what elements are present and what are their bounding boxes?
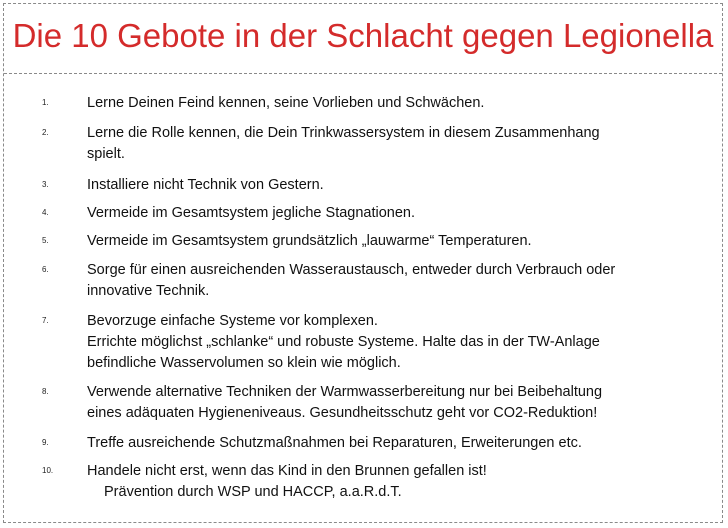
item-text-line: innovative Technik. bbox=[87, 283, 210, 299]
item-number: 1. bbox=[42, 98, 49, 107]
item-text-line: Handele nicht erst, wenn das Kind in den Brunnen gefallen ist! bbox=[87, 463, 487, 479]
item-text-line: Vermeide im Gesamtsystem grundsätzlich „lauwarme“ Temperaturen. bbox=[87, 233, 532, 249]
item-number: 4. bbox=[42, 208, 49, 217]
list-item bbox=[0, 175, 707, 196]
item-text-line: Lerne Deinen Feind kennen, seine Vorlieben und Schwächen. bbox=[87, 95, 485, 111]
list-item bbox=[0, 433, 707, 454]
item-text-line: eines adäquaten Hygieneniveaus. Gesundheitsschutz geht vor CO2-Reduktion! bbox=[87, 405, 598, 421]
item-text-line: Vermeide im Gesamtsystem jegliche Stagnationen. bbox=[87, 205, 416, 221]
title-area bbox=[4, 4, 722, 74]
item-text-line: spielt. bbox=[87, 146, 125, 162]
item-number: 7. bbox=[42, 316, 49, 325]
item-number: 2. bbox=[42, 128, 49, 137]
item-text bbox=[87, 433, 707, 454]
item-number: 3. bbox=[42, 180, 49, 189]
item-text-line: Sorge für einen ausreichenden Wasseraustausch, entweder durch Verbrauch oder bbox=[87, 262, 616, 278]
item-text bbox=[87, 175, 707, 196]
list-item bbox=[0, 260, 707, 302]
item-text bbox=[87, 93, 707, 114]
item-text-line: Installiere nicht Technik von Gestern. bbox=[87, 177, 324, 193]
item-number: 10. bbox=[42, 466, 54, 475]
item-text-line: Errichte möglichst „schlanke“ und robuste Systeme. Halte das in der TW-Anlage bbox=[87, 334, 600, 350]
item-number: 5. bbox=[42, 236, 49, 245]
item-text bbox=[87, 123, 707, 165]
item-text-line: Treffe ausreichende Schutzmaßnahmen bei Reparaturen, Erweiterungen etc. bbox=[87, 435, 582, 451]
item-text bbox=[87, 260, 707, 302]
list-item bbox=[0, 123, 707, 165]
item-number: 8. bbox=[42, 387, 49, 396]
list-item bbox=[0, 93, 707, 114]
list-item bbox=[0, 382, 707, 424]
page-title: Die 10 Gebote in der Schlacht gegen Legionella bbox=[12, 17, 714, 54]
list-item bbox=[0, 231, 707, 252]
item-text-line: befindliche Wasservolumen so klein wie möglich. bbox=[87, 355, 401, 371]
list-item bbox=[0, 461, 707, 503]
item-text-line: Verwende alternative Techniken der Warmwasserbereitung nur bei Beibehaltung bbox=[87, 384, 603, 400]
item-number: 9. bbox=[42, 438, 49, 447]
item-text bbox=[87, 231, 707, 252]
item-number: 6. bbox=[42, 265, 49, 274]
item-text bbox=[87, 311, 707, 374]
item-text bbox=[87, 461, 707, 503]
item-text-line: Lerne die Rolle kennen, die Dein Trinkwassersystem in diesem Zusammenhang bbox=[87, 125, 600, 141]
list-item bbox=[0, 203, 707, 224]
item-text-line: Bevorzuge einfache Systeme vor komplexen. bbox=[87, 313, 378, 329]
item-text-line: Prävention durch WSP und HACCP, a.a.R.d.T. bbox=[104, 484, 402, 500]
item-text bbox=[87, 382, 707, 424]
list-item bbox=[0, 311, 707, 374]
item-text bbox=[87, 203, 707, 224]
